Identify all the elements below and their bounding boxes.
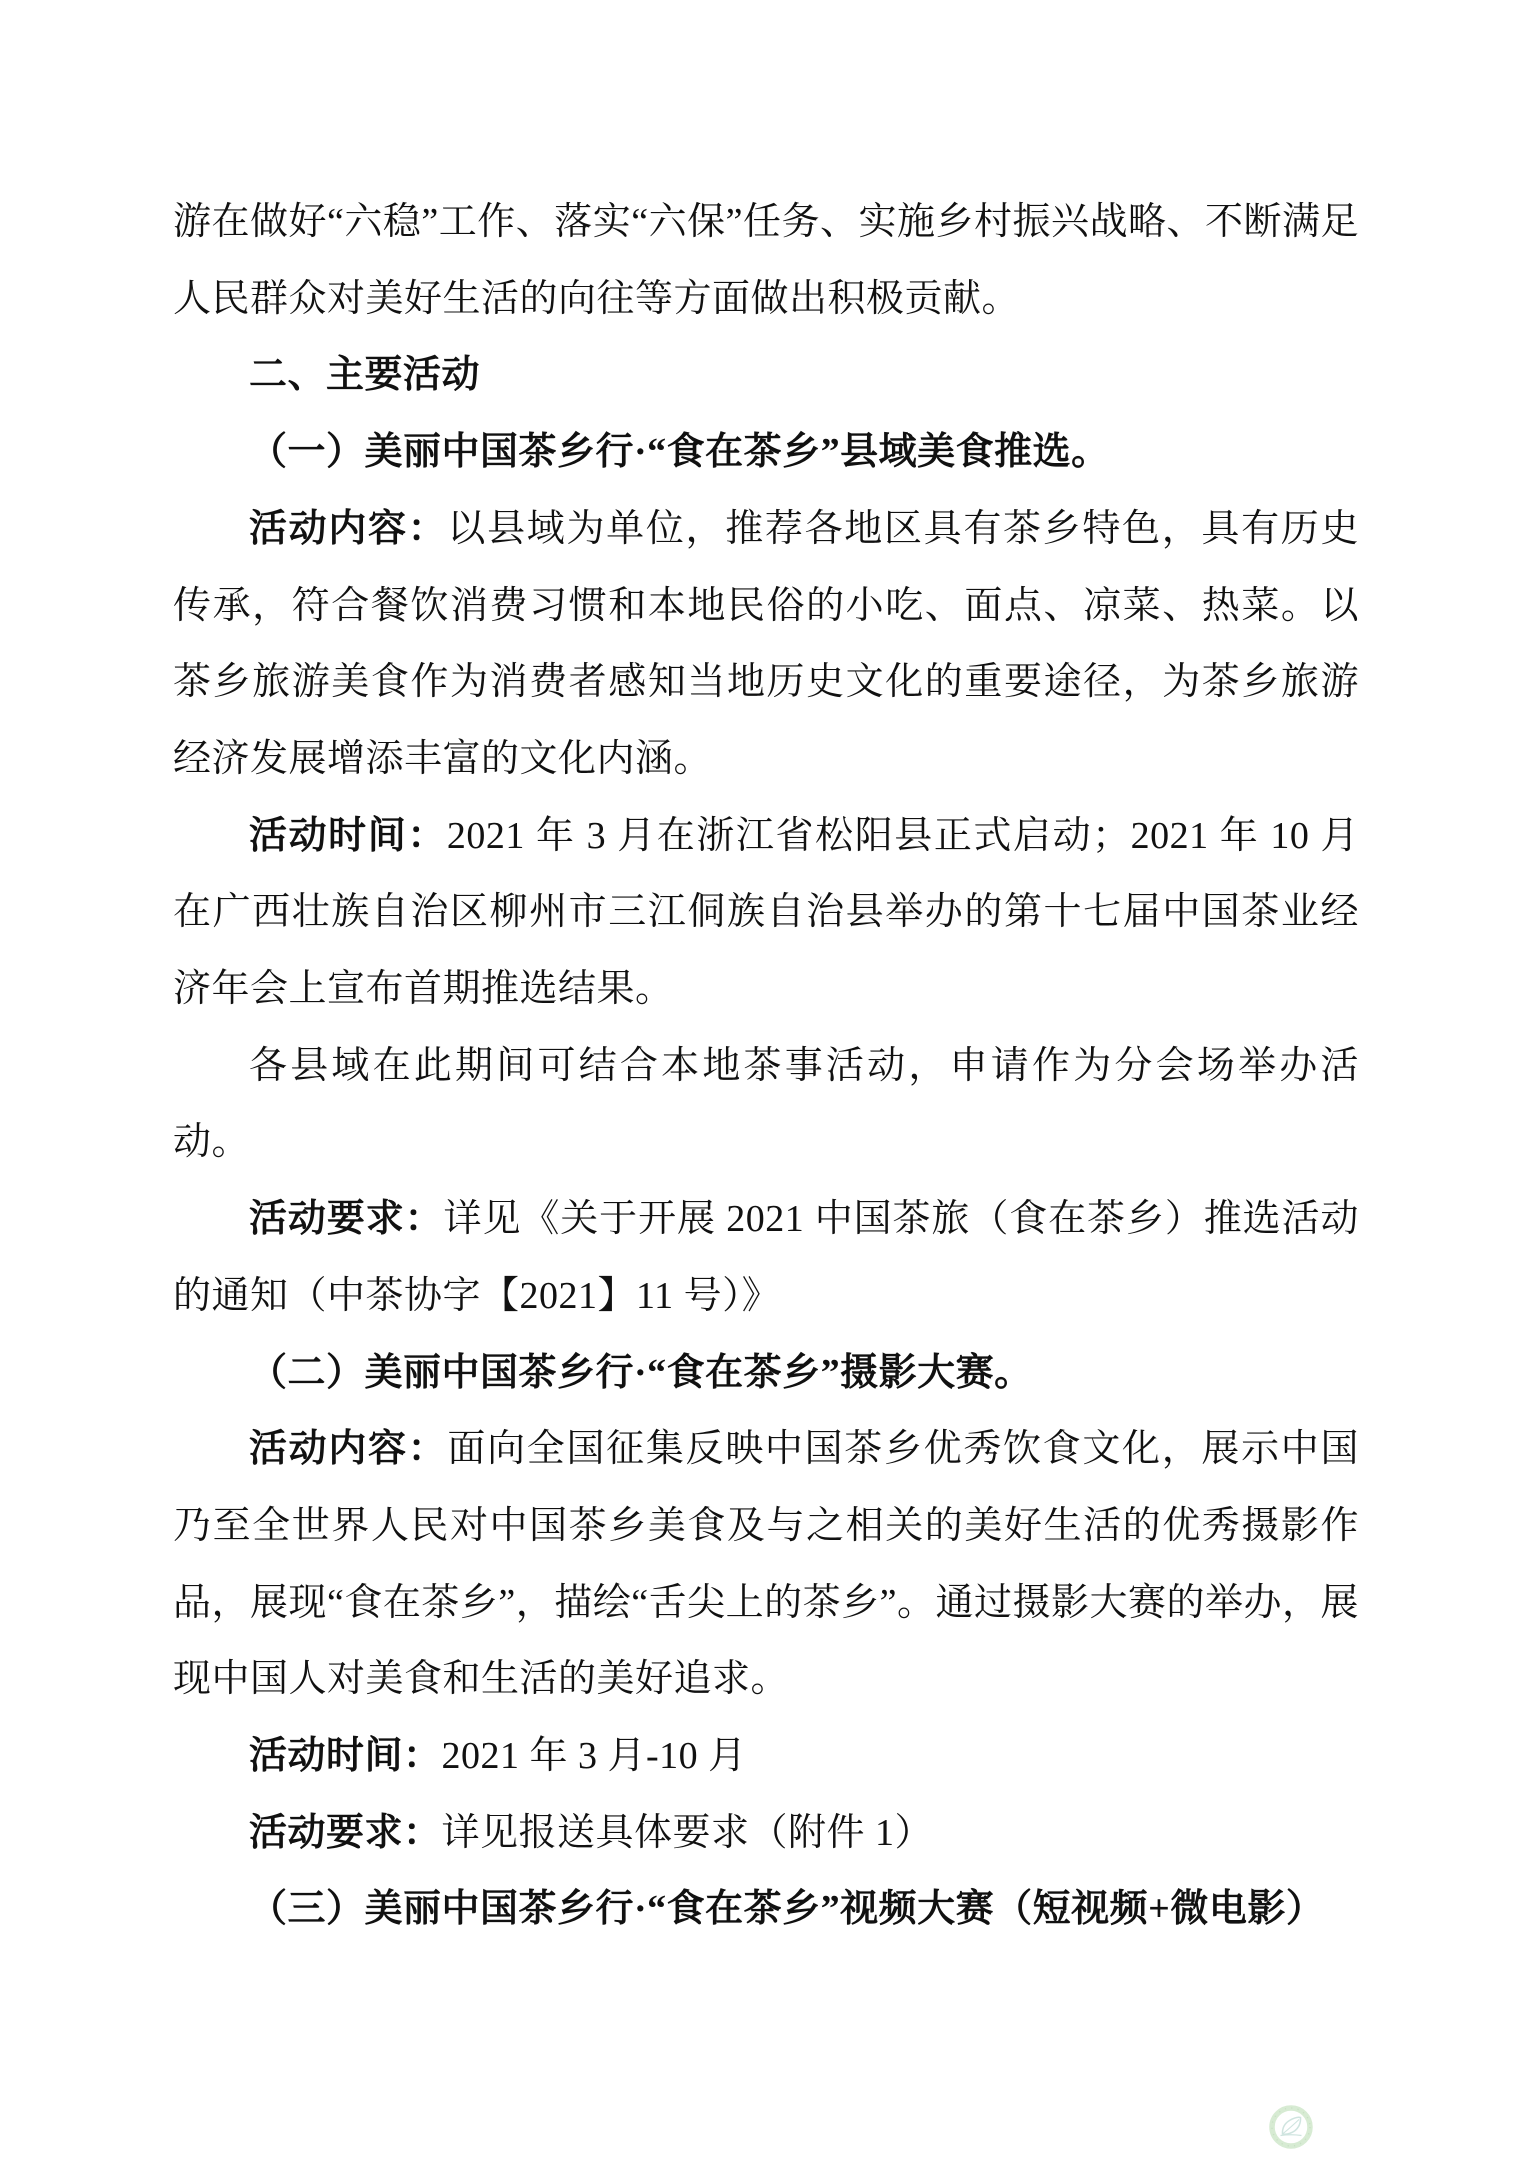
subsection-heading-item2 bbox=[173, 1335, 1359, 1412]
watermark-leaf-vein bbox=[1283, 2120, 1300, 2135]
watermark-ring bbox=[1272, 2108, 1310, 2146]
paragraph-item1-time bbox=[173, 798, 1359, 1028]
paragraph-text: 各县域在此期间可结合本地茶事活动，申请作为分会场举办活动。 bbox=[173, 1044, 1359, 1164]
field-label-activity-requirements: 活动要求： bbox=[249, 1198, 444, 1241]
watermark-inner-disc bbox=[1276, 2112, 1307, 2143]
paragraph-item2-time bbox=[173, 1718, 1359, 1795]
heading-text: 二、主要活动 bbox=[249, 354, 481, 397]
paragraph-item1-note bbox=[173, 1028, 1359, 1181]
field-label-activity-time: 活动时间： bbox=[249, 814, 447, 857]
watermark-underline bbox=[1281, 2135, 1302, 2136]
paragraph-text: 以县域为单位，推荐各地区具有茶乡特色，具有历史传承，符合餐饮消费习惯和本地民俗的小吃、面点、凉菜、热菜。以茶乡旅游美食作为消费者感知当地历史文化的重要途径，为茶乡旅游经济发展增添丰富的文化内涵。 bbox=[173, 507, 1359, 780]
field-label-activity-content: 活动内容： bbox=[249, 507, 448, 550]
field-label-activity-content: 活动内容： bbox=[249, 1428, 448, 1471]
paragraph-item1-content bbox=[173, 491, 1359, 798]
leaf-badge-watermark-icon bbox=[1268, 2104, 1314, 2150]
paragraph-item1-requirements bbox=[173, 1181, 1359, 1334]
paragraph-item2-content bbox=[173, 1411, 1359, 1718]
paragraph-text: 2021 年 3 月在浙江省松阳县正式启动；2021 年 10 月在广西壮族自治区柳州市三江侗族自治县举办的第十七届中国茶业经济年会上宣布首期推选结果。 bbox=[173, 814, 1359, 1011]
paragraph-text: 2021 年 3 月-10 月 bbox=[441, 1735, 747, 1778]
heading-text: （一）美丽中国茶乡行·“食在茶乡”县域美食推选。 bbox=[249, 431, 1110, 474]
subsection-heading-item3 bbox=[173, 1871, 1359, 1948]
paragraph-intro-continuation bbox=[173, 184, 1359, 337]
field-label-activity-time: 活动时间： bbox=[249, 1735, 442, 1778]
section-heading-main-activities bbox=[173, 337, 1359, 414]
heading-text: （三）美丽中国茶乡行·“食在茶乡”视频大赛（短视频+微电影） bbox=[249, 1888, 1325, 1931]
paragraph-text: 游在做好“六稳”工作、落实“六保”任务、实施乡村振兴战略、不断满足人民群众对美好生活的向往等方面做出积极贡献。 bbox=[173, 201, 1359, 320]
paragraph-text: 详见报送具体要求（附件 1） bbox=[441, 1811, 934, 1854]
heading-text: （二）美丽中国茶乡行·“食在茶乡”摄影大赛。 bbox=[249, 1351, 1033, 1394]
field-label-activity-requirements: 活动要求： bbox=[249, 1811, 442, 1854]
paragraph-item2-requirements bbox=[173, 1795, 1359, 1872]
watermark-ring-dots bbox=[1272, 2108, 1310, 2146]
watermark-leaf-icon bbox=[1282, 2117, 1300, 2134]
subsection-heading-item1 bbox=[173, 414, 1359, 491]
paragraph-text: 详见《关于开展 2021 中国茶旅（食在茶乡）推选活动的通知（中茶协字【2021】11 号）》 bbox=[173, 1198, 1359, 1317]
paragraph-text: 面向全国征集反映中国茶乡优秀饮食文化，展示中国乃至全世界人民对中国茶乡美食及与之相关的美好生活的优秀摄影作品，展现“食在茶乡”，描绘“舌尖上的茶乡”。通过摄影大赛的举办，展现中国人对美食和生活的美好追求。 bbox=[173, 1428, 1359, 1701]
